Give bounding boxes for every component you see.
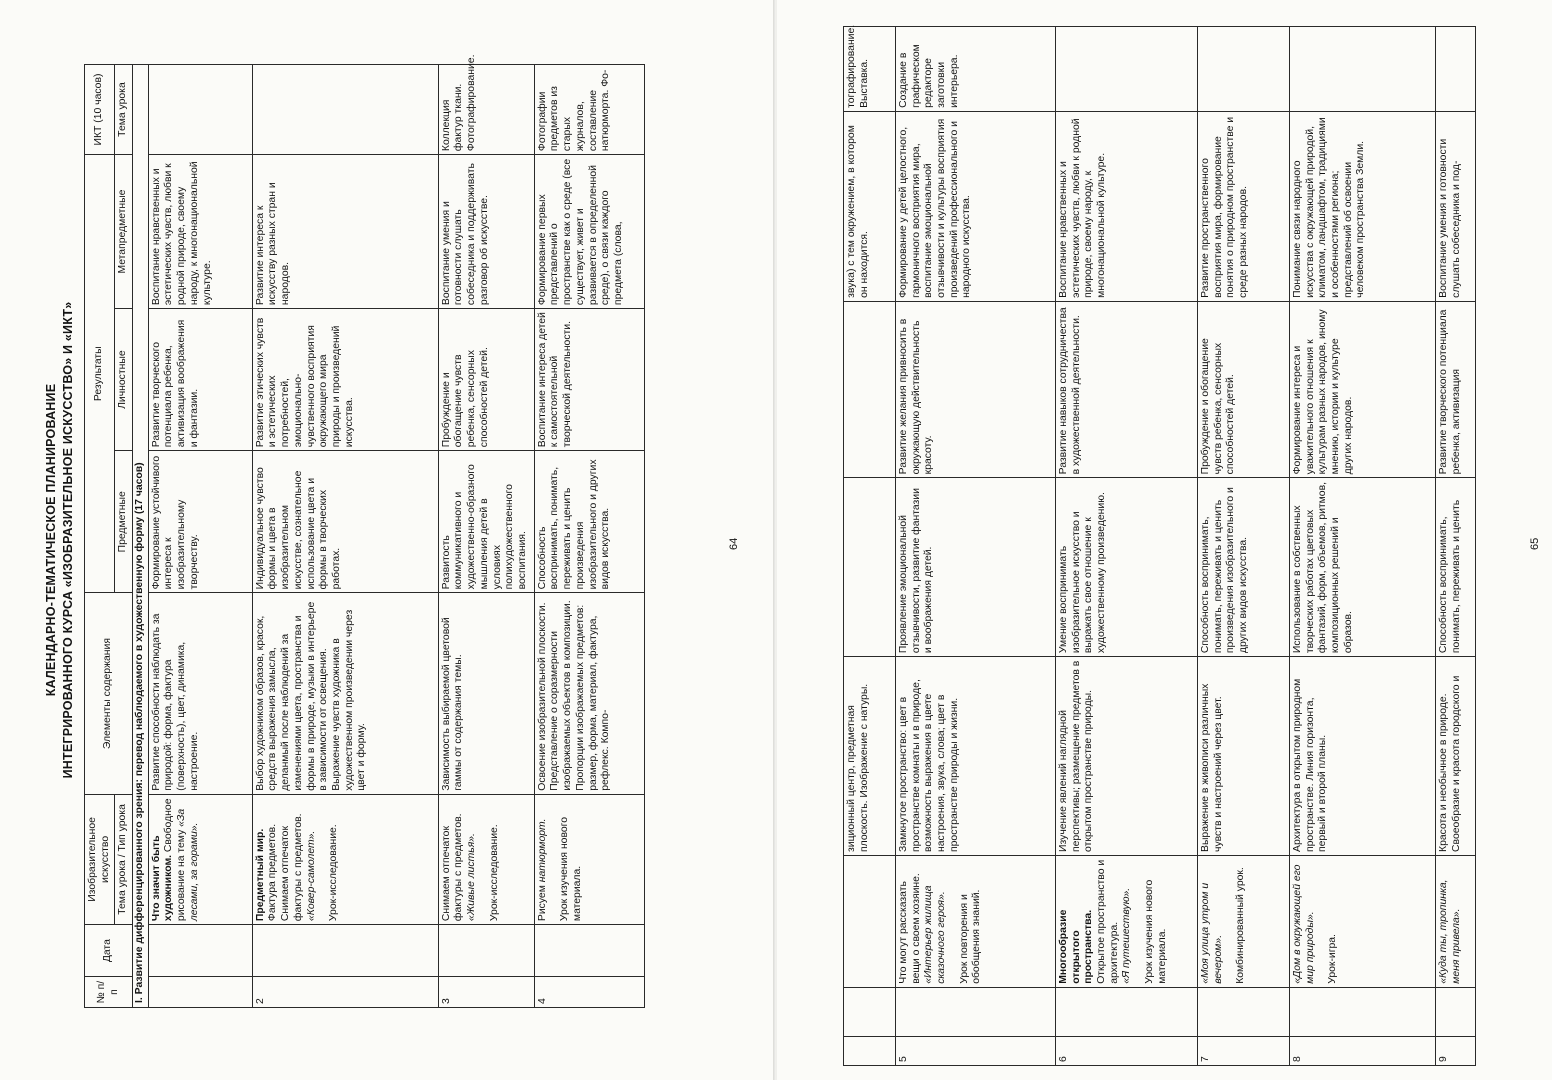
header-date: Дата (85, 925, 133, 977)
topic-text: Что могут рассказать вещи о своем хозяине. (898, 873, 922, 984)
row-date (1056, 987, 1198, 1036)
row-meta: Воспитание нравственных и эстетических чувств, любви к родной природе, своему народу, к многонациональной культуре. (148, 155, 252, 309)
row-date (148, 925, 252, 977)
row-personal: Пробуждение и обогащение чувств ребенка, сенсорных способностей детей. (1198, 301, 1290, 478)
table-row (1290, 27, 1436, 1066)
row-ikt (1290, 27, 1436, 112)
row-ikt: Создание в графическом редакторе заготовки интерьера. (896, 27, 1056, 112)
topic-italic: «Куда ты, тропинка, меня привела». (1438, 879, 1462, 984)
row-ikt (1198, 27, 1290, 112)
row-meta: Развитие пространственного восприятия мира, формирование понятия о природном пространстве и среде разных народов. (1198, 111, 1290, 301)
row-num: 7 (1198, 1036, 1290, 1065)
table-subheader-row (115, 65, 133, 1008)
row-subject: Способность воспринимать, понимать, переживать и ценить произведения изобразительного и других видов искусства. (534, 451, 644, 593)
row-content: Освоение изобразительной плоскости. Представление о соразмерности изображаемых объектов в композиции. Пропорции изображаемых предметов: размер, форма, материал, фактура, рефлекс. Компо- (534, 593, 644, 794)
row-meta: звука) с тем окружением, в котором он находится. (844, 111, 896, 301)
row-meta: Воспитание умения и готовности слушать собеседника и поддерживать разговор об искусстве. (438, 155, 534, 309)
row-subject (844, 478, 896, 657)
header-num: № п/п (85, 977, 133, 1008)
row-date (534, 925, 644, 977)
row-content: Развитие способности наблюдать за природой: форма, фактура (поверхность), цвет, динамика, настроение. (148, 593, 252, 794)
row-topic (252, 794, 438, 924)
header-results: Результаты (85, 155, 115, 593)
topic-italic: «За лесами, за горами». (176, 808, 200, 922)
row-content: Зависимость выбираемой цветовой гаммы от содержания темы. (438, 593, 534, 794)
row-date (1198, 987, 1290, 1036)
row-content: Красота и необычное в природе. Своеобразие и красота городского и (1436, 657, 1476, 856)
topic-italic: натюрморт. (536, 818, 548, 883)
row-num: 2 (252, 977, 438, 1008)
row-personal: Развитие этических чувств и эстетических потребностей, эмоционально-чувственного восприятия окружающего мира природы и произведений искусства. (252, 309, 438, 451)
row-topic (1436, 855, 1476, 987)
header-ikt-topic: Тема урока (115, 65, 133, 155)
topic-italic: «Я путешествую». (1121, 887, 1133, 984)
row-topic (148, 794, 252, 924)
row-num: 3 (438, 977, 534, 1008)
table-row (1436, 27, 1476, 1066)
row-topic (896, 855, 1056, 987)
row-num: 6 (1056, 1036, 1198, 1065)
row-content: Архитектура в открытом природном пространстве. Линия горизонта, первый и второй планы. (1290, 657, 1436, 856)
row-personal: Формирование интереса и уважительного отношения к культурам разных народов, иному мнению, истории и культуре других народов. (1290, 301, 1436, 478)
left-page-rotated-content (0, 0, 775, 1080)
row-topic (1290, 855, 1436, 987)
topic-type: Урок повторения и обобщения знаний. (958, 889, 983, 984)
row-personal: Развитие творческого потенциала ребенка, активизация воображения и фантазии. (148, 309, 252, 451)
left-page (0, 0, 775, 1080)
row-personal: Развитие творческого потенциала ребенка, активизация (1436, 301, 1476, 478)
row-content: Изучение явлений наглядной перспективы; размещение предметов в открытом пространстве природы. (1056, 657, 1198, 856)
row-topic (1198, 855, 1290, 987)
row-meta: Понимание связи народного искусства с окружающей природой, климатом, ландшафтом, традициями и особенностями региона; представлений об освоении человеком пространства Земли. (1290, 111, 1436, 301)
row-num: 4 (534, 977, 644, 1008)
row-num: 5 (896, 1036, 1056, 1065)
table-row (534, 65, 644, 1008)
row-subject: Использование в собственных творческих работах цветовых фантазий, форм, объемов, ритмов, композиционных решений и образов. (1290, 478, 1436, 657)
row-content: Выбор художником образов, красок, средств выражения замысла, деланмый после наблюдений за изменениями цвета, пространства и формы в природе, музыки в интерьере в зависимости от освещения. Выражение чувств художника в художественном произведении через цвет и форму. (252, 593, 438, 794)
row-topic (438, 794, 534, 924)
row-num (844, 1036, 896, 1065)
row-meta: Развитие интереса к искусству разных стран и народов. (252, 155, 438, 309)
row-meta: Формирование первых представлений о пространстве как о среде (все существует, живет и развивается в определенной среде), о связи каждого предмета (слова, (534, 155, 644, 309)
row-personal: Воспитание интереса детей к самостоятельной творческой деятельности. (534, 309, 644, 451)
row-date (1436, 987, 1476, 1036)
topic-type: Урок-исследование. (488, 824, 500, 922)
planning-table-left (84, 54, 645, 1008)
topic-text: Открытое пространство и архитектура. (1096, 859, 1120, 984)
topic-text: Свободное рисование на тему (163, 798, 188, 922)
row-personal: Развитие навыков сотрудничества в художественной деятельности. (1056, 301, 1198, 478)
row-content: Замкнутое пространство: цвет в пространстве комнаты и в природе, возможность выражения в цвете настроения, звука, слова; цвет в пространстве природы и жизни. (896, 657, 1056, 856)
row-meta: Воспитание нравственных и эстетических чувств, любви к родной природе, своему народу, к многонациональной культуре. (1056, 111, 1198, 301)
table-row (1056, 27, 1198, 1066)
row-subject: Формирование устойчивого интереса к изобразительному творчеству. (148, 451, 252, 593)
row-subject: Умение воспринимать изобразительное искусство и выражать свое отношение к художественному произведению. (1056, 478, 1198, 657)
row-subject: Развитость коммуникативного и художественно-образного мышления детей в условиях полихудожественного воспитания. (438, 451, 534, 593)
row-subject: Проявление эмоциональной отзывчивости, развитие фантазии и воображения детей. (896, 478, 1056, 657)
table-row (896, 27, 1056, 1066)
topic-text: Снимаем отпечаток фактуры с предметов. (440, 813, 465, 922)
row-content: Выражение в живописи различных чувств и настроений через цвет. (1198, 657, 1290, 856)
row-date (896, 987, 1056, 1036)
row-topic (534, 794, 644, 924)
topic-italic: «Дом в окружающей его мир природы». (1292, 864, 1316, 984)
header-personal: Личностные (115, 309, 133, 451)
row-ikt (1436, 27, 1476, 112)
section-row (133, 65, 149, 1008)
row-date (1290, 987, 1436, 1036)
row-content: зиционный центр, предметная плоскость. Изображение с натуры. (844, 657, 896, 856)
row-ikt: Фотографии предметов из старых журналов, составление натюрморта. Фо- (534, 65, 644, 155)
header-content: Элементы содержания (85, 593, 133, 794)
topic-text: Рисуем (536, 885, 548, 922)
section-title: I. Развитие дифференцированного зрения: перевод наблюдаемого в художественную форму (17 часов) (133, 65, 149, 1008)
topic-bold: Что значит быть художником. (150, 835, 175, 922)
page-number: 64 (728, 537, 740, 550)
topic-type: Урок изучения нового материала. (559, 817, 584, 922)
row-meta: Воспитание умения и готовности слушать собеседника и под- (1436, 111, 1476, 301)
row-subject: Способность воспринимать, понимать, переживать и ценить произведения изобразительного и других видов искусства. (1198, 478, 1290, 657)
row-date (438, 925, 534, 977)
topic-type: Урок-исследование. (328, 824, 340, 922)
row-personal: Пробуждение и обогащение чувств ребенка, сенсорных способностей детей. (438, 309, 534, 451)
topic-italic: «Интерьер жилища сказочного героя». (923, 885, 948, 984)
row-ikt (1056, 27, 1198, 112)
topic-text: Фактура предметов. Снимаем отпечаток фактуры с предметов. (267, 813, 304, 922)
header-meta: Метапредметные (115, 155, 133, 309)
row-personal (844, 301, 896, 478)
row-ikt (148, 65, 252, 155)
row-personal: Развитие желания привносить в окружающую действительность красоту. (896, 301, 1056, 478)
document-title: КАЛЕНДАРНО-ТЕМАТИЧЕСКОЕ ПЛАНИРОВАНИЕ (44, 383, 58, 697)
row-date (252, 925, 438, 977)
row-num (148, 977, 252, 1008)
row-date (844, 987, 896, 1036)
right-page-rotated-content (777, 0, 1552, 1080)
row-ikt: тографирование. Выставка. (844, 27, 896, 112)
topic-bold: Предметный мир. (254, 828, 266, 922)
row-ikt: Коллекция фактур ткани. Фотографирование. (438, 65, 534, 155)
topic-italic: «Ковер-самолет». (305, 830, 317, 922)
row-subject: Способность воспринимать, понимать, переживать и ценить (1436, 478, 1476, 657)
topic-italic: «Моя улица утром и вечером». (1200, 882, 1224, 984)
row-topic (1056, 855, 1198, 987)
topic-type: Урок изучения нового материала. (1144, 879, 1168, 984)
table-row (438, 65, 534, 1008)
right-page (777, 0, 1552, 1080)
row-ikt (252, 65, 438, 155)
table-row (148, 65, 252, 1008)
table-header-row (85, 65, 115, 1008)
row-num: 8 (1290, 1036, 1436, 1065)
row-num: 9 (1436, 1036, 1476, 1065)
table-row (1198, 27, 1290, 1066)
document-subtitle: ИНТЕГРИРОВАННОГО КУРСА «ИЗОБРАЗИТЕЛЬНОЕ ИСКУССТВО» И «ИКТ» (61, 301, 75, 779)
page-number: 65 (1529, 537, 1541, 550)
topic-type: Урок-игра. (1327, 934, 1339, 984)
row-meta: Формирование у детей целостного, гармоничного восприятия мира, воспитание эмоциональной отзывчивости и культуры восприятия произведений профессионального и народного искусства. (896, 111, 1056, 301)
topic-italic: «Живые листья». (466, 833, 478, 922)
table-row (252, 65, 438, 1008)
table-row-continuation (844, 27, 896, 1066)
topic-type: Комбинированный урок. (1235, 867, 1247, 984)
row-subject: Индивидуальное чувство формы и цвета в изобразительном искусстве, сознательное использование цвета и формы в творческих работах. (252, 451, 438, 593)
row-topic (844, 855, 896, 987)
header-subject: Предметные (115, 451, 133, 593)
header-topic-type: Тема урока / Тип урока (115, 794, 133, 924)
planning-table-right (843, 26, 1476, 1066)
header-izo: Изобразительное искусство (85, 794, 115, 924)
topic-bold: Многообразие открытого пространства. (1058, 909, 1095, 984)
header-ikt: ИКТ (10 часов) (85, 65, 115, 155)
